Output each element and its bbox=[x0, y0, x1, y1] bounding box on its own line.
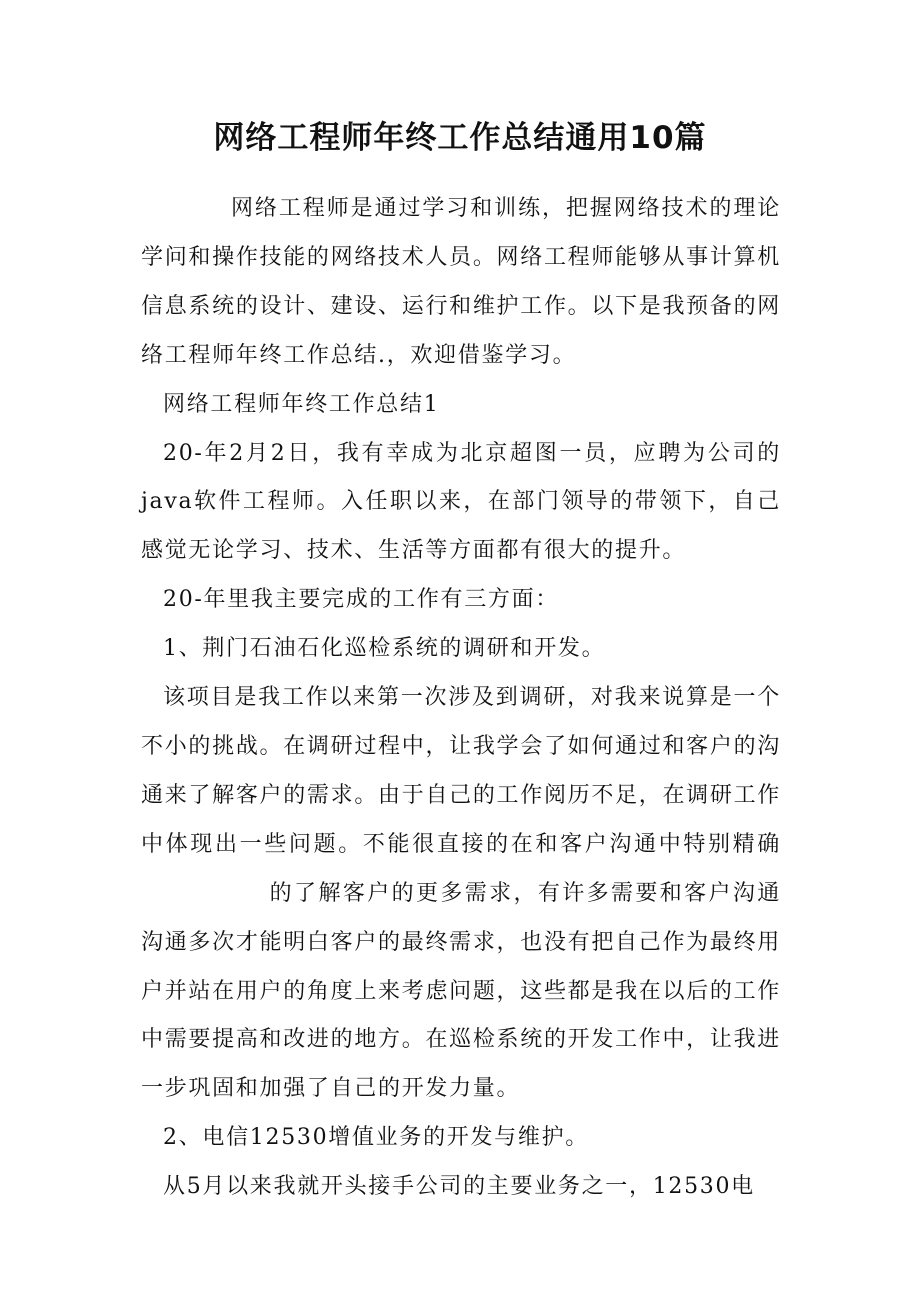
document-body bbox=[141, 185, 781, 1212]
paragraph-3-part-2: 的了解客户的更多需求，有许多需要和客户沟通沟通多次才能明白客户的最终需求，也没有把自己作为最终用户并站在用户的角度上来考虑问题，这些都是我在以后的工作中需要提高和改进的地方。在巡检系统的开发工作中，让我进一步巩固和加强了自己的开发力量。 bbox=[141, 880, 781, 1102]
list-item-2: 2、电信12530增值业务的开发与维护。 bbox=[163, 1125, 589, 1151]
document-title: 网络工程师年终工作总结通用10篇 bbox=[213, 120, 707, 156]
paragraph-1: 20-年2月2日，我有幸成为北京超图一员，应聘为公司的java软件工程师。入任职以来，在部门领导的带领下，自己感觉无论学习、技术、生活等方面都有很大的提升。 bbox=[141, 440, 781, 564]
paragraph-2: 20-年里我主要完成的工作有三方面： bbox=[163, 587, 560, 613]
list-item-1: 1、荆门石油石化巡检系统的调研和开发。 bbox=[163, 636, 606, 662]
paragraph-3 bbox=[141, 674, 781, 1114]
paragraph-3-part-1: 该项目是我工作以来第一次涉及到调研，对我来说算是一个不小的挑战。在调研过程中，让我学会了如何通过和客户的沟通来了解客户的需求。由于自己的工作阅历不足，在调研工作中体现出一些问题。不能很直接的在和客户沟通中特别精确 bbox=[141, 685, 781, 857]
section-heading: 网络工程师年终工作总结1 bbox=[163, 391, 440, 417]
intro-paragraph: 网络工程师是通过学习和训练，把握网络技术的理论学问和操作技能的网络技术人员。网络工程师能够从事计算机信息系统的设计、建设、运行和维护工作。以下是我预备的网络工程师年终工作总结.，欢迎借鉴学习。 bbox=[141, 196, 781, 368]
paragraph-4: 从5月以来我就开头接手公司的主要业务之一，12530电 bbox=[163, 1174, 755, 1200]
